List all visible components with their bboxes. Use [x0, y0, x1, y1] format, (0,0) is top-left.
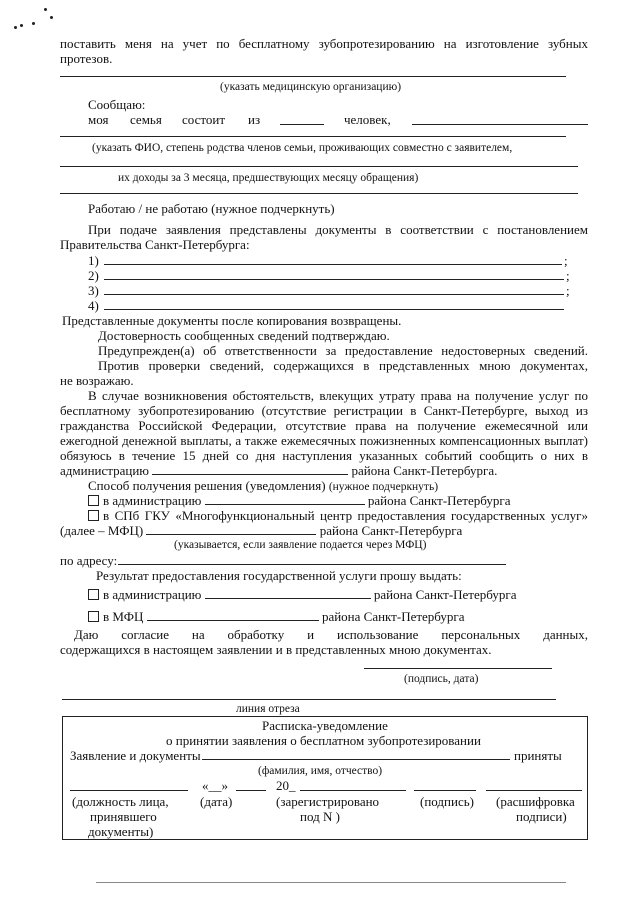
method-option-admin	[88, 493, 510, 508]
receipt-year: 20_	[276, 778, 296, 793]
receipt-title: Расписка-уведомление	[262, 718, 388, 733]
receipt-col-date: (дата)	[200, 794, 233, 809]
method-title	[88, 478, 438, 494]
consent-line-2: содержащихся в настоящем заявлении и в представленных мною документах.	[60, 642, 492, 657]
receipt-date-quotes: «__»	[202, 778, 228, 793]
org-field-line[interactable]	[60, 76, 566, 77]
circ-line-6	[60, 463, 497, 478]
circ-line-2: бесплатному зубопротезированию (отсутствие регистрации в Санкт-Петербурге, выход из	[60, 403, 588, 418]
method-mfc-hint: (указывается, если заявление подается через МФЦ)	[174, 539, 427, 551]
result-mfc-label: в МФЦ	[103, 609, 144, 624]
result-option-admin	[88, 587, 516, 602]
docs-returned: Представленные документы после копирования возвращены.	[62, 313, 402, 328]
doc-item-field[interactable]	[104, 309, 564, 310]
bottom-rule	[96, 882, 566, 883]
method-title-text: Способ получения решения (уведомления)	[88, 478, 326, 493]
receipt-name-field[interactable]	[202, 759, 510, 760]
doc-item-field[interactable]	[104, 264, 562, 265]
org-hint: (указать медицинскую организацию)	[220, 81, 402, 93]
intro-line-1: поставить меня на учет по бесплатному зубопротезированию на изготовление зубных	[60, 36, 588, 51]
result-mfc-district-field[interactable]	[147, 609, 319, 621]
family-word: состоит	[182, 112, 226, 127]
result-mfc-district-label: района Санкт-Петербурга	[321, 609, 465, 624]
docs-line-2: Правительства Санкт-Петербурга:	[60, 237, 250, 252]
docs-warned: Предупрежден(а) об ответственности за предоставление недостоверных сведений.	[98, 343, 588, 358]
result-admin-district-field[interactable]	[205, 587, 371, 599]
receipt-decode-field[interactable]	[486, 790, 582, 791]
family-word: моя	[88, 112, 109, 127]
work-status: Работаю / не работаю (нужное подчеркнуть)	[88, 201, 335, 216]
circ-district-field[interactable]	[152, 463, 348, 475]
doc-item-field[interactable]	[104, 294, 564, 295]
method-mfc-label: в СПб ГКУ «Многофункциональный центр предоставления государственных услуг»	[103, 508, 588, 523]
receipt-col-position-1: (должность лица,	[72, 794, 169, 809]
method-admin-district-label: района Санкт-Петербурга	[367, 493, 511, 508]
signature-hint: (подпись, дата)	[404, 673, 479, 685]
circ-line-1: В случае возникновения обстоятельств, влекущих утрату права на получение услуг по	[88, 388, 588, 403]
receipt-regnum-field[interactable]	[300, 790, 406, 791]
circ-district-label: района Санкт-Петербурга.	[351, 463, 498, 478]
receipt-name-hint: (фамилия, имя, отчество)	[258, 765, 383, 777]
receipt-col-reg-1: (зарегистрировано	[276, 794, 380, 809]
circ-admin-label: администрацию	[60, 463, 149, 478]
family-line[interactable]	[60, 136, 566, 137]
receipt-col-signature: (подпись)	[420, 794, 474, 809]
address-field[interactable]	[118, 564, 506, 565]
scan-speck	[44, 8, 47, 11]
method-option-mfc	[88, 508, 588, 523]
scan-speck	[20, 24, 23, 27]
doc-item-number: 1)	[88, 253, 99, 268]
method-mfc-district-label: района Санкт-Петербурга	[319, 523, 463, 538]
doc-item-semicolon: ;	[566, 283, 570, 298]
family-word: семья	[130, 112, 162, 127]
method-admin-checkbox[interactable]	[88, 495, 99, 506]
family-members-field[interactable]	[412, 124, 588, 125]
signature-field[interactable]	[364, 668, 552, 669]
method-mfc-checkbox[interactable]	[88, 510, 99, 521]
address-label: по адресу:	[60, 553, 118, 568]
doc-item-number: 4)	[88, 298, 99, 313]
circ-line-5: обязуюсь в течение 15 дней со дня наступления указанных событий сообщить о них в	[60, 448, 588, 463]
method-admin-label: в администрацию	[103, 493, 202, 508]
result-admin-label: в администрацию	[103, 587, 202, 602]
doc-item-semicolon: ;	[564, 253, 568, 268]
family-hint-2: их доходы за 3 месяца, предшествующих месяцу обращения)	[118, 172, 419, 184]
doc-item-semicolon: ;	[566, 268, 570, 283]
family-line[interactable]	[60, 193, 578, 194]
method-mfc-district	[60, 523, 462, 538]
scan-speck	[14, 26, 17, 29]
result-admin-checkbox[interactable]	[88, 589, 99, 600]
consent-line-1: Даю согласие на обработку и использование персональных данных,	[74, 627, 588, 642]
method-mfc-district-field[interactable]	[146, 523, 316, 535]
receipt-accepted-label: Заявление и документы	[70, 748, 201, 763]
method-admin-district-field[interactable]	[205, 493, 365, 505]
scan-speck	[50, 16, 53, 19]
cut-line-label: линия отреза	[236, 703, 300, 715]
result-admin-district-label: района Санкт-Петербурга	[373, 587, 517, 602]
receipt-col-decode-1: (расшифровка	[496, 794, 575, 809]
result-option-mfc	[88, 609, 465, 624]
scan-speck	[32, 22, 35, 25]
family-line[interactable]	[60, 166, 578, 167]
circ-line-3: гражданства Российской Федерации, отсутствие права на получение ежемесячной или	[60, 418, 588, 433]
receipt-position-field[interactable]	[70, 790, 188, 791]
family-word: из	[248, 112, 261, 127]
receipt-col-position-3: документы)	[88, 824, 154, 839]
receipt-subtitle: о принятии заявления о бесплатном зубопротезировании	[166, 733, 481, 748]
circ-line-4: ежегодной денежной выплаты, а также ежемесячных пожизненных компенсационных выплат)	[60, 433, 588, 448]
cut-line	[62, 699, 556, 700]
receipt-col-decode-2: подписи)	[516, 809, 567, 824]
family-hint-1: (указать ФИО, степень родства членов семьи, проживающих совместно с заявителем,	[92, 142, 513, 154]
family-word: человек,	[344, 112, 391, 127]
receipt-accepted-suffix: приняты	[514, 748, 562, 763]
family-count-field[interactable]	[280, 124, 324, 125]
method-hint: (нужное подчеркнуть)	[328, 481, 439, 493]
docs-check-2: не возражаю.	[60, 373, 134, 388]
result-title: Результат предоставления государственной услуги прошу выдать:	[96, 568, 462, 583]
receipt-col-position-2: принявшего	[90, 809, 157, 824]
receipt-signature-field[interactable]	[414, 790, 476, 791]
receipt-month-field[interactable]	[236, 790, 266, 791]
docs-line-1: При подаче заявления представлены документы в соответствии с постановлением	[88, 222, 588, 237]
doc-item-number: 3)	[88, 283, 99, 298]
intro-line-2: протезов.	[60, 51, 113, 66]
doc-item-field[interactable]	[104, 279, 564, 280]
doc-item-number: 2)	[88, 268, 99, 283]
result-mfc-checkbox[interactable]	[88, 611, 99, 622]
family-report-label: Сообщаю:	[88, 97, 146, 112]
docs-confirm: Достоверность сообщенных сведений подтверждаю.	[98, 328, 390, 343]
method-mfc-abbr: (далее – МФЦ)	[60, 523, 144, 538]
docs-check-1: Против проверки сведений, содержащихся в представленных мною документах,	[98, 358, 588, 373]
receipt-col-reg-2: под N )	[300, 809, 340, 824]
